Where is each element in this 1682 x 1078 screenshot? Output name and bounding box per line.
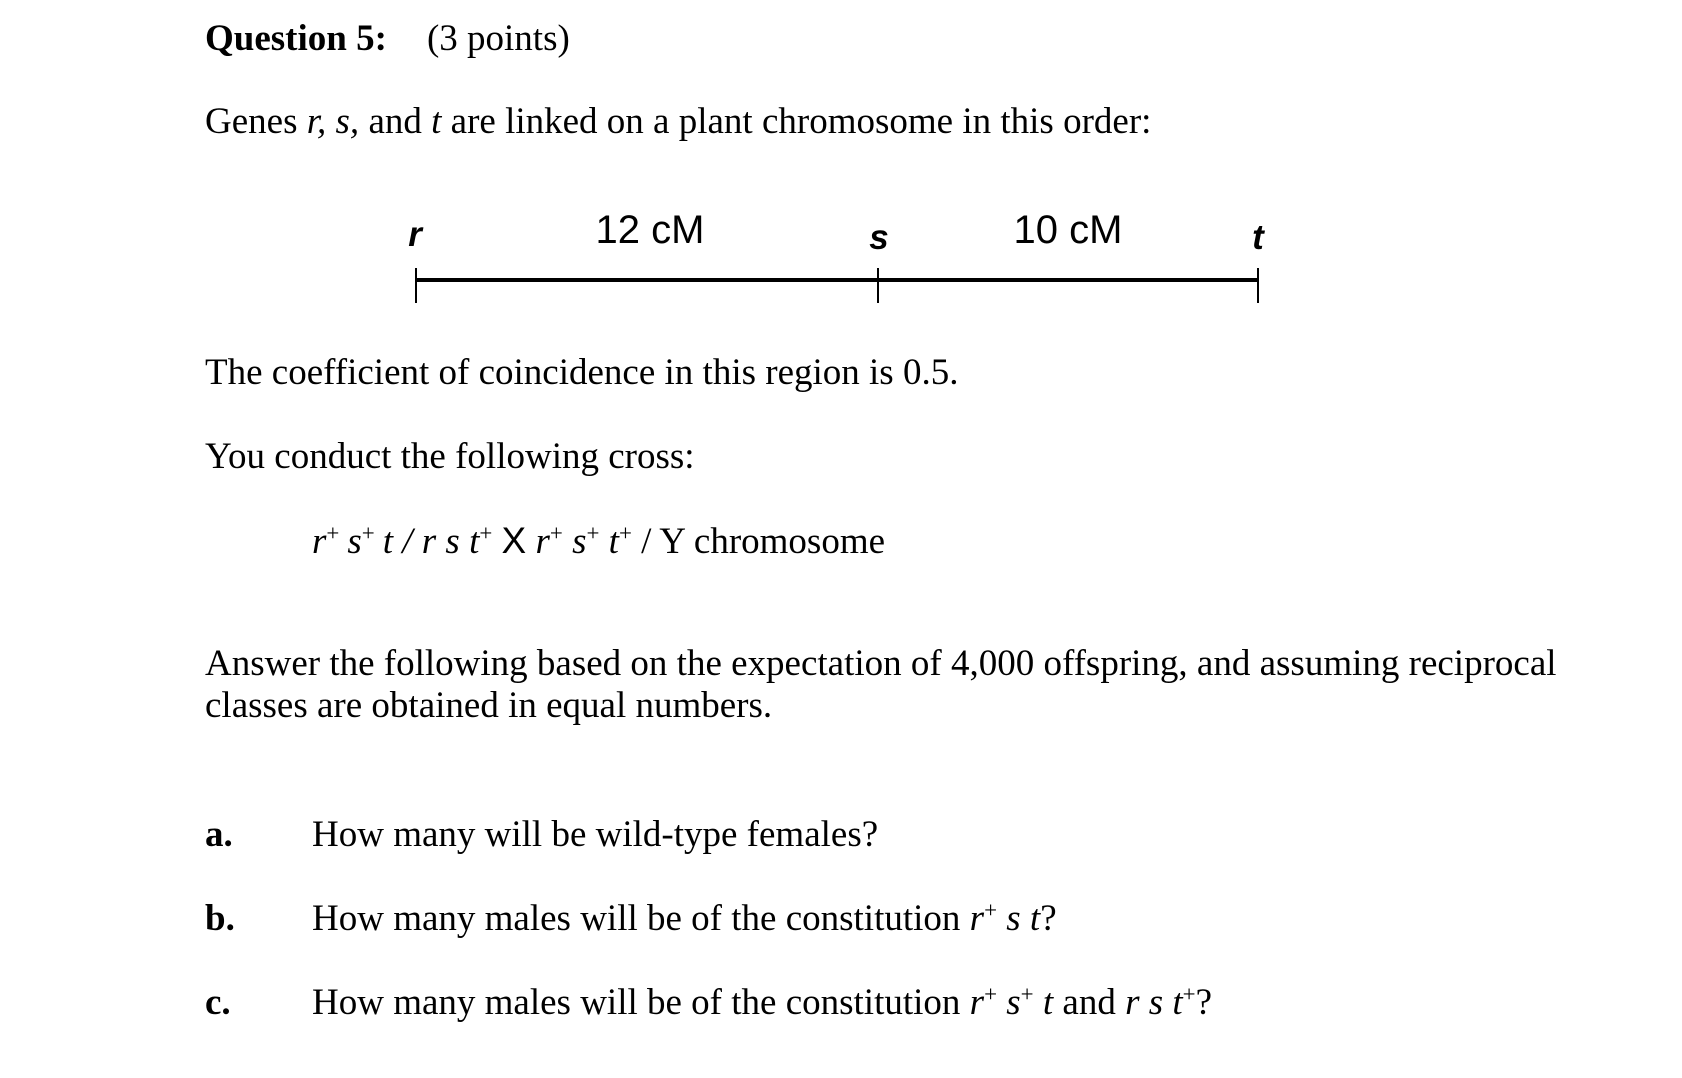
plus-sup: + [586,520,600,546]
plus-sup: + [549,520,563,546]
question-c-gene-t2: t [1172,982,1183,1023]
question-b-gene-t: t [1029,898,1041,939]
intro-suffix: are linked on a plant chromosome in this order: [450,101,1152,142]
cross-t2: t [469,521,480,562]
question-c-and: and [1062,982,1116,1023]
question-b-text [312,897,1057,939]
plus-sup: + [479,520,493,546]
cross-t1: t [382,521,393,562]
answer-intro-line2: classes are obtained in equal numbers. [205,685,773,726]
plus-sup: + [984,897,998,923]
cross-notation [312,522,885,560]
plus-sup: + [1182,981,1196,1007]
question-a-label: a. [205,814,233,855]
question-b-label: b. [205,898,235,939]
answer-intro-line1: Answer the following based on the expectation of 4,000 offspring, and assuming reciprocal [205,643,1557,684]
coefficient-text: The coefficient of coincidence in this region is 0.5. [205,352,959,393]
map-distance-rs: 12 cM [595,208,705,252]
genetic-map [0,0,1682,330]
question-c-label: c. [205,982,231,1023]
question-c-gene-r: r [969,982,985,1023]
question-b-gene-r: r [969,898,985,939]
question-c-gene-r2: r [1125,982,1140,1023]
answer-intro [205,643,1585,727]
plus-sup: + [361,520,375,546]
plus-sup: + [1020,981,1034,1007]
gene-t-text: t [431,101,442,142]
question-c-mark: ? [1195,982,1213,1023]
map-gene-s: s [869,218,889,257]
cross-slash2: / [641,521,652,562]
cross-x: X [501,520,527,561]
question-c-gene-t: t [1042,982,1054,1023]
map-gene-t: t [1252,218,1264,257]
cross-slash1: / [402,521,413,562]
intro-and: and [368,101,422,142]
question-b-gene-s: s [1006,898,1021,939]
plus-sup: + [326,520,340,546]
cross-r3: r [535,521,550,562]
question-c-prefix: How many males will be of the constitution [312,982,961,1023]
question-c-text [312,981,1213,1023]
map-distance-st: 10 cM [1013,208,1123,252]
question-a-text: How many will be wild-type females? [312,814,879,855]
question-c-gene-s2: s [1148,982,1164,1023]
question-points: (3 points) [426,18,570,59]
plus-sup: + [984,981,998,1007]
question-title: Question 5: [205,18,387,59]
cross-t3: t [608,521,619,562]
cross-s2: s [445,521,460,562]
cross-s1: s [347,521,362,562]
cross-r2: r [421,521,437,562]
gene-s-text: s, [335,101,360,142]
question-b-mark: ? [1040,898,1057,939]
cross-y-chromosome: Y chromosome [659,521,886,562]
cross-s3: s [572,521,587,562]
question-b-prefix: How many males will be of the constitution [312,898,961,939]
map-gene-r: r [408,215,422,254]
cross-r1: r [312,521,327,562]
intro-prefix: Genes [205,101,298,142]
plus-sup: + [618,520,632,546]
cross-intro: You conduct the following cross: [205,436,695,477]
question-c-gene-s: s [1006,982,1021,1023]
gene-r-text: r, [306,101,327,142]
